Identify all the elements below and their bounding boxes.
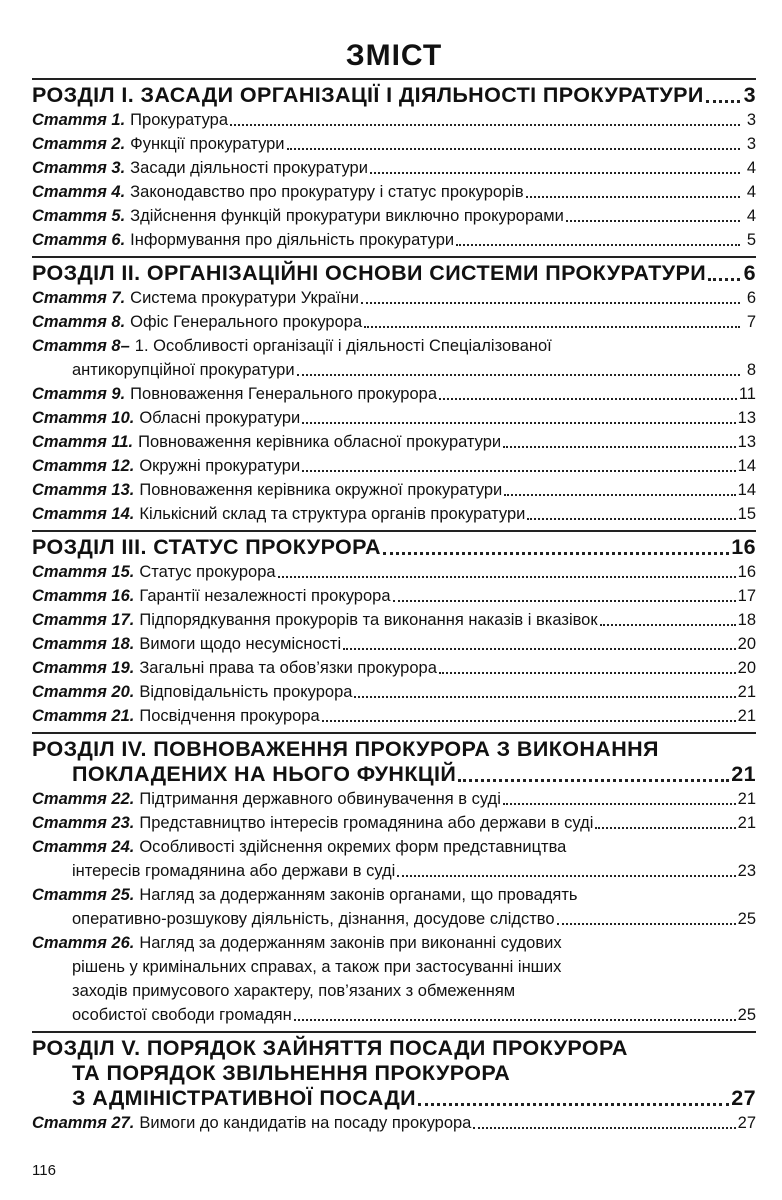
section-page-number: 21 <box>731 762 756 786</box>
entry-page-number: 4 <box>746 207 756 225</box>
toc-entry[interactable] <box>32 656 756 680</box>
dot-leader <box>343 648 736 650</box>
dot-leader <box>418 1103 729 1106</box>
article-number: Стаття 8– <box>32 337 130 355</box>
toc-entry[interactable] <box>32 204 756 228</box>
section-heading <box>32 83 756 108</box>
entry-page-number: 16 <box>737 563 756 581</box>
entry-page-number: 21 <box>737 790 756 808</box>
dot-leader <box>503 446 736 448</box>
toc-entry-continuation[interactable] <box>32 979 756 1003</box>
entry-page-number: 13 <box>737 409 756 427</box>
article-number: Стаття 5. <box>32 207 126 225</box>
article-number: Стаття 14. <box>32 505 135 523</box>
article-number: Стаття 22. <box>32 790 135 808</box>
toc-entry[interactable] <box>32 478 756 502</box>
toc-entry[interactable] <box>32 632 756 656</box>
toc-entry[interactable] <box>32 454 756 478</box>
toc-entry[interactable] <box>32 811 756 835</box>
toc-section <box>32 1031 756 1135</box>
article-title: Відповідальність прокурора <box>139 683 353 701</box>
dot-leader <box>503 803 736 805</box>
dot-leader <box>393 600 736 602</box>
article-number: Стаття 26. <box>32 934 135 952</box>
page-title: ЗМІСТ <box>345 39 443 72</box>
toc-entry[interactable] <box>32 787 756 811</box>
entry-page-number: 7 <box>746 313 756 331</box>
article-number: Стаття 21. <box>32 707 135 725</box>
section-heading <box>32 535 756 560</box>
article-title: Гарантії незалежності прокурора <box>139 587 391 605</box>
article-number: Стаття 17. <box>32 611 135 629</box>
dot-leader <box>600 624 736 626</box>
dot-leader <box>278 576 736 578</box>
article-title: Нагляд за додержанням законів органами, що провадять <box>139 886 578 904</box>
article-number: Стаття 12. <box>32 457 135 475</box>
entry-page-number: 6 <box>746 289 756 307</box>
article-number: Стаття 27. <box>32 1114 135 1132</box>
dot-leader <box>383 552 729 555</box>
toc-entry[interactable] <box>32 835 756 859</box>
section-heading <box>32 762 756 787</box>
article-number: Стаття 24. <box>32 838 135 856</box>
toc-section <box>32 256 756 526</box>
section-heading <box>32 737 756 762</box>
entry-page-number: 4 <box>746 159 756 177</box>
dot-leader <box>595 827 735 829</box>
article-title: Кількісний склад та структура органів прокуратури <box>139 505 526 523</box>
article-number: Стаття 15. <box>32 563 135 581</box>
article-number: Стаття 13. <box>32 481 135 499</box>
toc-entry[interactable] <box>32 382 756 406</box>
section-page-number: 6 <box>743 261 756 285</box>
entry-page-number: 23 <box>737 862 756 880</box>
entry-page-number: 15 <box>737 505 756 523</box>
article-number: Стаття 8. <box>32 313 126 331</box>
entry-page-number: 25 <box>737 1006 756 1024</box>
section-heading-text: ПОКЛАДЕНИХ НА НЬОГО ФУНКЦІЙ <box>72 762 457 786</box>
dot-leader <box>294 1019 736 1021</box>
article-title: Функції прокуратури <box>130 135 285 153</box>
dot-leader <box>361 302 740 304</box>
article-title: Засади діяльності прокуратури <box>130 159 368 177</box>
article-title: Підтримання державного обвинувачення в суді <box>139 790 501 808</box>
article-number: Стаття 19. <box>32 659 135 677</box>
article-number: Стаття 16. <box>32 587 135 605</box>
dot-leader <box>302 422 735 424</box>
toc-section <box>32 530 756 728</box>
toc-entry[interactable] <box>32 704 756 728</box>
section-heading-text: РОЗДІЛ V. ПОРЯДОК ЗАЙНЯТТЯ ПОСАДИ ПРОКУРОРА <box>32 1036 628 1060</box>
section-heading <box>32 1036 756 1061</box>
toc-entry-continuation[interactable] <box>32 1003 756 1027</box>
section-heading-text: РОЗДІЛ IV. ПОВНОВАЖЕННЯ ПРОКУРОРА З ВИКОНАННЯ <box>32 737 659 761</box>
toc-entry-continuation[interactable] <box>32 358 756 382</box>
dot-leader <box>527 518 735 520</box>
dot-leader <box>364 326 740 328</box>
dot-leader <box>456 244 740 246</box>
article-number: Стаття 18. <box>32 635 135 653</box>
article-title: рішень у кримінальних справах, а також при застосуванні інших <box>72 958 562 976</box>
article-title: 1. Особливості організації і діяльності Спеціалізованої <box>134 337 552 355</box>
entry-page-number: 18 <box>737 611 756 629</box>
article-number: Стаття 1. <box>32 111 126 129</box>
article-title: Нагляд за додержанням законів при виконанні судових <box>139 934 562 952</box>
entry-page-number: 27 <box>737 1114 756 1132</box>
article-title: Загальні права та обов’язки прокурора <box>139 659 437 677</box>
article-title: Повноваження Генерального прокурора <box>130 385 438 403</box>
toc-entry[interactable] <box>32 1111 756 1135</box>
dot-leader <box>706 100 740 103</box>
entry-page-number: 11 <box>738 385 756 403</box>
article-title: Інформування про діяльність прокуратури <box>130 231 455 249</box>
entry-page-number: 21 <box>737 707 756 725</box>
entry-page-number: 21 <box>737 814 756 832</box>
article-title: Особливості здійснення окремих форм представництва <box>139 838 567 856</box>
dot-leader <box>439 672 736 674</box>
article-number: Стаття 9. <box>32 385 126 403</box>
article-number: Стаття 7. <box>32 289 126 307</box>
entry-page-number: 14 <box>737 457 756 475</box>
article-title: інтересів громадянина або держави в суді <box>72 862 396 880</box>
entry-page-number: 21 <box>737 683 756 701</box>
article-title: заходів примусового характеру, пов’язаних з обмеженням <box>72 982 516 1000</box>
dot-leader <box>473 1127 735 1129</box>
toc-section <box>32 78 756 252</box>
article-title: Законодавство про прокуратуру і статус прокурорів <box>130 183 524 201</box>
article-title: Прокуратура <box>130 111 229 129</box>
page-number: 116 <box>32 1162 56 1179</box>
dot-leader <box>370 172 740 174</box>
dot-leader <box>708 278 740 281</box>
dot-leader <box>322 720 736 722</box>
entry-page-number: 17 <box>737 587 756 605</box>
toc-entry[interactable] <box>32 132 756 156</box>
article-number: Стаття 25. <box>32 886 135 904</box>
article-title: Система прокуратури України <box>130 289 359 307</box>
toc-entry[interactable] <box>32 108 756 132</box>
section-heading <box>32 1061 756 1086</box>
dot-leader <box>458 779 729 782</box>
article-title: Вимоги щодо несумісності <box>139 635 342 653</box>
table-of-contents <box>32 78 756 1135</box>
section-heading-text: РОЗДІЛ ІІІ. СТАТУС ПРОКУРОРА <box>32 535 381 559</box>
article-number: Стаття 23. <box>32 814 135 832</box>
dot-leader <box>504 494 735 496</box>
entry-page-number: 3 <box>746 135 756 153</box>
toc-entry[interactable] <box>32 584 756 608</box>
toc-entry[interactable] <box>32 228 756 252</box>
section-heading <box>32 1086 756 1111</box>
section-page-number: 16 <box>731 535 756 559</box>
toc-entry[interactable] <box>32 883 756 907</box>
article-number: Стаття 6. <box>32 231 126 249</box>
entry-page-number: 8 <box>746 361 756 379</box>
article-title: оперативно-розшукову діяльність, дізнання, досудове слідство <box>72 910 555 928</box>
dot-leader <box>302 470 735 472</box>
toc-entry[interactable] <box>32 680 756 704</box>
toc-entry[interactable] <box>32 560 756 584</box>
entry-page-number: 20 <box>737 635 756 653</box>
section-heading-text: ТА ПОРЯДОК ЗВІЛЬНЕННЯ ПРОКУРОРА <box>72 1061 511 1085</box>
dot-leader <box>397 875 735 877</box>
entry-page-number: 3 <box>746 111 756 129</box>
entry-page-number: 25 <box>737 910 756 928</box>
article-number: Стаття 3. <box>32 159 126 177</box>
toc-entry[interactable] <box>32 334 756 358</box>
article-title: Вимоги до кандидатів на посаду прокурора <box>139 1114 472 1132</box>
toc-entry[interactable] <box>32 310 756 334</box>
section-page-number: 3 <box>743 83 756 107</box>
entry-page-number: 20 <box>737 659 756 677</box>
dot-leader <box>439 398 737 400</box>
entry-page-number: 4 <box>746 183 756 201</box>
article-title: Здійснення функцій прокуратури виключно прокурорами <box>130 207 564 225</box>
article-number: Стаття 10. <box>32 409 135 427</box>
toc-entry[interactable] <box>32 156 756 180</box>
article-number: Стаття 4. <box>32 183 126 201</box>
section-page-number: 27 <box>731 1086 756 1110</box>
dot-leader <box>354 696 735 698</box>
toc-entry[interactable] <box>32 406 756 430</box>
section-heading <box>32 261 756 286</box>
entry-page-number: 13 <box>737 433 756 451</box>
article-title: особистої свободи громадян <box>72 1006 292 1024</box>
article-title: Окружні прокуратури <box>139 457 301 475</box>
dot-leader <box>526 196 740 198</box>
entry-page-number: 14 <box>737 481 756 499</box>
article-title: Посвідчення прокурора <box>139 707 320 725</box>
toc-entry[interactable] <box>32 502 756 526</box>
toc-entry[interactable] <box>32 430 756 454</box>
toc-entry[interactable] <box>32 286 756 310</box>
entry-page-number: 5 <box>746 231 756 249</box>
section-heading-text: З АДМІНІСТРАТИВНОЇ ПОСАДИ <box>72 1086 417 1110</box>
toc-section <box>32 732 756 1027</box>
dot-leader <box>230 124 740 126</box>
toc-entry[interactable] <box>32 608 756 632</box>
dot-leader <box>287 148 740 150</box>
dot-leader <box>557 923 736 925</box>
dot-leader <box>566 220 740 222</box>
article-title: Підпорядкування прокурорів та виконання наказів і вказівок <box>139 611 598 629</box>
toc-page <box>32 0 756 1135</box>
section-heading-text: РОЗДІЛ І. ЗАСАДИ ОРГАНІЗАЦІЇ І ДІЯЛЬНОСТІ ПРОКУРАТУРИ <box>32 83 704 107</box>
article-title: Статус прокурора <box>139 563 276 581</box>
toc-entry-continuation[interactable] <box>32 907 756 931</box>
toc-entry-continuation[interactable] <box>32 859 756 883</box>
dot-leader <box>297 374 740 376</box>
article-title: Обласні прокуратури <box>139 409 301 427</box>
article-title: Представництво інтересів громадянина або держави в суді <box>139 814 594 832</box>
section-heading-text: РОЗДІЛ ІІ. ОРГАНІЗАЦІЙНІ ОСНОВИ СИСТЕМИ ПРОКУРАТУРИ <box>32 261 707 285</box>
toc-entry[interactable] <box>32 931 756 955</box>
toc-entry-continuation[interactable] <box>32 955 756 979</box>
article-number: Стаття 2. <box>32 135 126 153</box>
article-title: Повноваження керівника обласної прокуратури <box>138 433 502 451</box>
article-title: Повноваження керівника окружної прокуратури <box>139 481 503 499</box>
article-title: антикорупційної прокуратури <box>72 361 295 379</box>
article-title: Офіс Генерального прокурора <box>130 313 363 331</box>
article-number: Стаття 20. <box>32 683 135 701</box>
toc-entry[interactable] <box>32 180 756 204</box>
article-number: Стаття 11. <box>32 433 134 451</box>
